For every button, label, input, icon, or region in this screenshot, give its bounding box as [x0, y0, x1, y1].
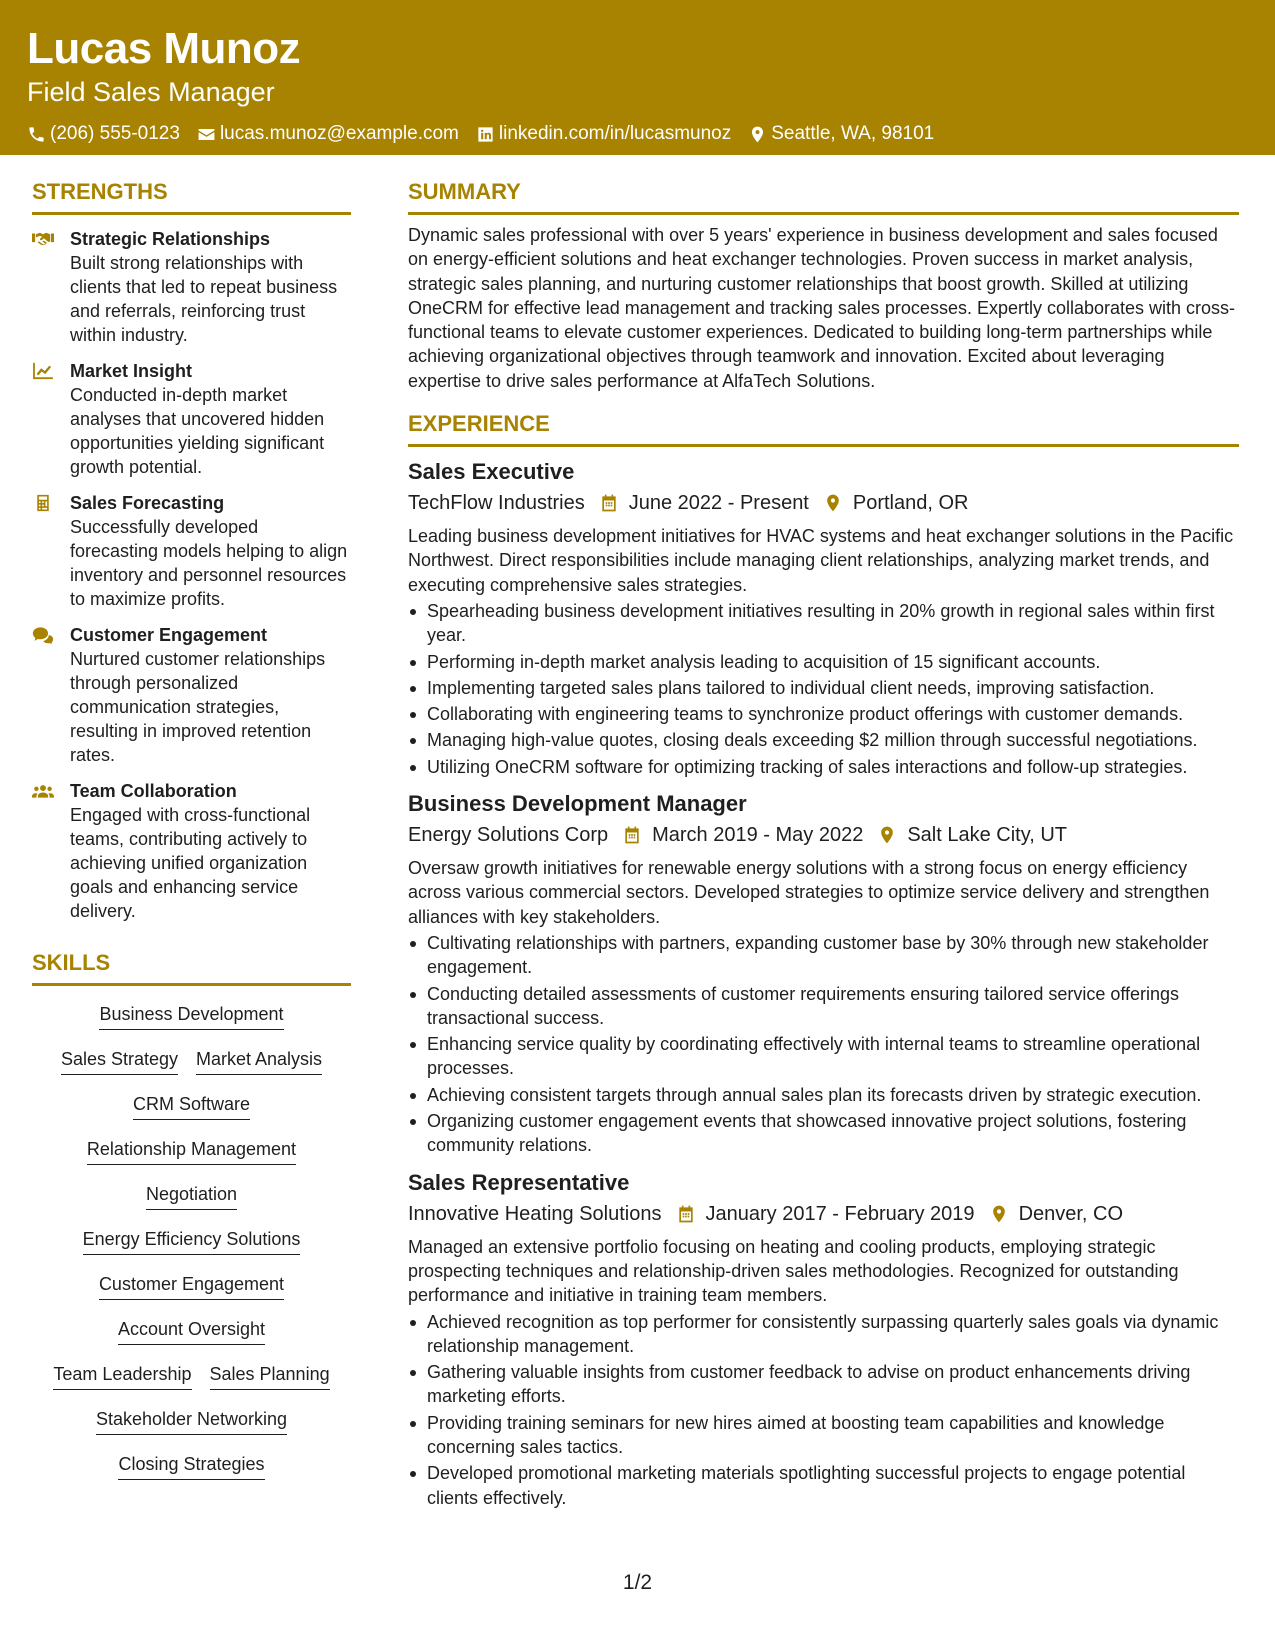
- strength-item: [32, 491, 351, 611]
- skill-tag: Stakeholder Networking: [96, 1407, 287, 1435]
- skill-row: [87, 1397, 296, 1442]
- job-dates: June 2022 - Present: [628, 492, 809, 515]
- strength-item: [32, 359, 351, 479]
- skill-row: [90, 992, 292, 1037]
- linkedin-icon: [476, 125, 495, 144]
- bullet-item: Organizing customer engagement events that showcased innovative project solutions, fostering community relations.: [408, 1109, 1239, 1158]
- bullet-item: Enhancing service quality by coordinating effectively with internal teams to streamline operational processes.: [408, 1032, 1239, 1081]
- job-company: TechFlow Industries: [408, 492, 585, 515]
- strength-item: [32, 623, 351, 767]
- linkedin-text: linkedin.com/in/lucasmunoz: [498, 123, 732, 144]
- page-number: 1/2: [622, 1571, 653, 1594]
- email-text: lucas.munoz@example.com: [219, 123, 459, 144]
- skill-tag: Business Development: [99, 1002, 283, 1030]
- left-column: [32, 178, 351, 1487]
- envelope-icon: [197, 125, 216, 144]
- skill-tag: Sales Strategy: [61, 1047, 178, 1075]
- map-pin-icon: [877, 825, 897, 845]
- skill-tag: CRM Software: [133, 1092, 250, 1120]
- skill-row: [90, 1262, 293, 1307]
- calendar-icon: [676, 1204, 696, 1224]
- skill-tag: Market Analysis: [196, 1047, 322, 1075]
- job-meta: [408, 1199, 1239, 1229]
- summary-text: Dynamic sales professional with over 5 years' experience in business development and sales focused on energy-efficient solutions and heat exchanger technologies. Proven success in market analysis, strategic sales planning, and nurturing customer relationships that boost growth. Skilled at utilizing OneCRM for effective lead management and tracking sales processes. Expertly collaborates with cross-functional teams to elevate customer experiences. Dedicated to building long-term partnerships while achieving organizational objectives through teamwork and innovation. Excited about leveraging expertise to drive sales performance at AlfaTech Solutions.: [408, 225, 1236, 391]
- job-position: Sales Representative: [408, 1169, 630, 1195]
- job-description: Oversaw growth initiatives for renewable energy solutions with a strong focus on energy efficiency across various commercial sectors. Developed strategies to optimize service delivery and strengthen alliances with key stakeholders.: [408, 858, 1210, 927]
- bullet-item: Managing high-value quotes, closing deals exceeding $2 million through successful negotiations.: [408, 728, 1239, 752]
- strength-title: Market Insight: [70, 361, 193, 381]
- job-entry: [408, 789, 1239, 1158]
- job-title: Field Sales Manager: [27, 77, 275, 107]
- bullet-item: Conducting detailed assessments of customer requirements ensuring tailored service offerings transactional success.: [408, 982, 1239, 1031]
- phone-icon: [27, 125, 46, 144]
- skill-row: [109, 1442, 273, 1487]
- bullet-item: Implementing targeted sales plans tailored to individual client needs, improving satisfaction.: [408, 676, 1239, 700]
- skill-row: [124, 1082, 259, 1127]
- skill-tag: Energy Efficiency Solutions: [83, 1227, 301, 1255]
- job-description: Leading business development initiatives for HVAC systems and heat exchanger solutions in the Pacific Northwest. Direct responsibilities include managing client relationships, analyzing market trends, and executing comprehensive sales strategies.: [408, 526, 1234, 595]
- skill-row: [52, 1037, 331, 1082]
- strength-desc: Successfully developed forecasting models helping to align inventory and personnel resources to maximize profits.: [70, 517, 348, 609]
- right-column: [408, 178, 1239, 1512]
- job-bullets: [408, 931, 1239, 1158]
- skill-tag: Team Leadership: [53, 1362, 191, 1390]
- strengths-list: [32, 227, 351, 923]
- skills-list: [32, 992, 351, 1487]
- job-location: Denver, CO: [1018, 1202, 1124, 1225]
- strength-title: Customer Engagement: [70, 625, 268, 645]
- contact-bar: [27, 122, 1248, 146]
- calendar-icon: [599, 493, 619, 513]
- bullet-item: Utilizing OneCRM software for optimizing tracking of sales interactions and follow-up strategies.: [408, 755, 1239, 779]
- calendar-icon: [622, 825, 642, 845]
- phone-text: (206) 555-0123: [50, 123, 180, 144]
- bullet-item: Gathering valuable insights from customer feedback to advise on product enhancements driving marketing efforts.: [408, 1360, 1239, 1409]
- skill-tag: Relationship Management: [87, 1137, 296, 1165]
- job-dates: March 2019 - May 2022: [652, 824, 864, 847]
- job-entry: [408, 1168, 1239, 1510]
- strength-item: [32, 227, 351, 347]
- job-position: Business Development Manager: [408, 791, 747, 817]
- map-pin-icon: [748, 125, 767, 144]
- skill-row: [44, 1352, 338, 1397]
- skills-heading: SKILLS: [32, 949, 351, 986]
- candidate-name: Lucas Munoz: [27, 24, 301, 73]
- skill-tag: Sales Planning: [210, 1362, 330, 1390]
- job-meta: [408, 820, 1239, 850]
- strength-desc: Engaged with cross-functional teams, contributing actively to achieving unified organization goals and enhancing service delivery.: [70, 805, 311, 921]
- bullet-item: Spearheading business development initiatives resulting in 20% growth in regional sales within first year.: [408, 599, 1239, 648]
- contact-email[interactable]: [197, 122, 459, 146]
- job-company: Innovative Heating Solutions: [408, 1202, 662, 1225]
- map-pin-icon: [823, 493, 843, 513]
- job-location: Salt Lake City, UT: [907, 824, 1068, 847]
- map-pin-icon: [989, 1204, 1009, 1224]
- contact-linkedin[interactable]: [476, 122, 731, 146]
- skill-tag: Customer Engagement: [99, 1272, 284, 1300]
- strength-title: Sales Forecasting: [70, 493, 225, 513]
- job-bullets: [408, 1310, 1239, 1510]
- experience-heading: EXPERIENCE: [408, 410, 1239, 447]
- job-description: Managed an extensive portfolio focusing on heating and cooling products, employing strategic prospecting techniques and relationship-driven sales methodologies. Recognized for outstanding performance and initiative in training team members.: [408, 1236, 1179, 1306]
- location-text: Seattle, WA, 98101: [771, 123, 935, 144]
- job-meta: [408, 488, 1239, 518]
- strength-item: [32, 779, 351, 923]
- strength-title: Team Collaboration: [70, 781, 237, 801]
- contact-location: [748, 122, 934, 146]
- job-bullets: [408, 599, 1239, 779]
- bullet-item: Providing training seminars for new hires aimed at boosting team capabilities and knowledge concerning sales tactics.: [408, 1411, 1239, 1460]
- job-location: Portland, OR: [852, 492, 969, 515]
- job-company: Energy Solutions Corp: [408, 824, 609, 847]
- comments-icon: [32, 626, 54, 644]
- skill-row: [74, 1217, 310, 1262]
- skill-tag: Negotiation: [146, 1182, 237, 1210]
- strength-desc: Built strong relationships with clients that led to repeat business and referrals, reinforcing trust within industry.: [70, 253, 338, 345]
- skill-tag: Account Oversight: [118, 1317, 265, 1345]
- bullet-item: Achieved recognition as top performer for consistently surpassing quarterly sales goals via dynamic relationship management.: [408, 1310, 1239, 1359]
- bullet-item: Collaborating with engineering teams to synchronize product offerings with customer demands.: [408, 702, 1239, 726]
- strength-title: Strategic Relationships: [70, 229, 271, 249]
- bullet-item: Developed promotional marketing materials spotlighting successful projects to engage potential clients effectively.: [408, 1461, 1239, 1510]
- users-icon: [32, 782, 54, 800]
- job-entry: [408, 457, 1239, 779]
- bullet-item: Performing in-depth market analysis leading to acquisition of 15 significant accounts.: [408, 650, 1239, 674]
- strength-desc: Nurtured customer relationships through personalized communication strategies, resulting in improved retention rates.: [70, 649, 326, 765]
- calculator-icon: [32, 494, 54, 512]
- skill-row: [109, 1307, 274, 1352]
- job-dates: January 2017 - February 2019: [705, 1202, 975, 1225]
- handshake-icon: [32, 230, 54, 248]
- bullet-item: Achieving consistent targets through annual sales plan its forecasts driven by strategic execution.: [408, 1083, 1239, 1107]
- chart-line-icon: [32, 362, 54, 380]
- skill-row: [78, 1127, 305, 1172]
- bullet-item: Cultivating relationships with partners, expanding customer base by 30% through new stakeholder engagement.: [408, 931, 1239, 980]
- skill-tag: Closing Strategies: [118, 1452, 264, 1480]
- contact-phone[interactable]: [27, 122, 180, 146]
- header-banner: [0, 0, 1275, 155]
- strength-desc: Conducted in-depth market analyses that uncovered hidden opportunities yielding significant growth potential.: [70, 385, 325, 477]
- summary-heading: SUMMARY: [408, 178, 1239, 215]
- job-position: Sales Executive: [408, 459, 575, 485]
- strengths-heading: STRENGTHS: [32, 178, 351, 215]
- skill-row: [137, 1172, 246, 1217]
